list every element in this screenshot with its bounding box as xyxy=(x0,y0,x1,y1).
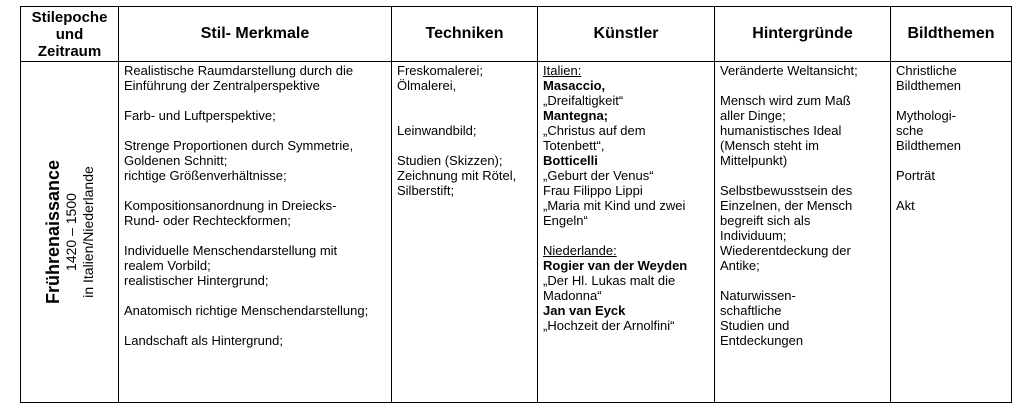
merkmale-line: realem Vorbild; xyxy=(124,258,211,273)
kuenstler-work: „Dreifaltigkeit“ xyxy=(543,93,624,108)
header-stilepoche-line1: Stilepoche xyxy=(31,8,108,26)
hintergruende-line: Selbstbewusstsein des xyxy=(720,183,853,198)
bildthemen-line: sche xyxy=(896,123,924,138)
header-bildthemen: Bildthemen xyxy=(891,7,1012,62)
merkmale-list xyxy=(119,62,391,348)
bildthemen-line: Porträt xyxy=(896,168,936,183)
hintergruende-line: Individuum; xyxy=(720,228,787,243)
table-row xyxy=(21,62,1012,403)
epoch-label xyxy=(43,160,97,304)
header-kuenstler: Künstler xyxy=(538,7,715,62)
kuenstler-name: Rogier van der Weyden xyxy=(543,258,688,273)
merkmale-line: Kompositionsanordnung in Dreiecks- xyxy=(124,198,337,213)
epoch-cell xyxy=(21,62,119,403)
header-stilepoche xyxy=(21,7,119,62)
header-stilepoche-line2: und xyxy=(55,25,84,43)
techniken-line: Ölmalerei, xyxy=(397,78,457,93)
bildthemen-line: Akt xyxy=(896,198,915,213)
kuenstler-name: Botticelli xyxy=(543,153,598,168)
techniken-line: Silberstift; xyxy=(397,183,455,198)
kuenstler-work: „Geburt der Venus“ xyxy=(543,168,654,183)
bildthemen-cell xyxy=(891,62,1012,403)
kuenstler-work: Madonna“ xyxy=(543,288,602,303)
bildthemen-line: Bildthemen xyxy=(896,138,962,153)
hintergruende-line: Mittelpunkt) xyxy=(720,153,788,168)
merkmale-line: Landschaft als Hintergrund; xyxy=(124,333,283,348)
kuenstler-region-netherlands: Niederlande: xyxy=(543,243,617,258)
bildthemen-line: Bildthemen xyxy=(896,78,962,93)
kuenstler-name: Jan van Eyck xyxy=(543,303,626,318)
techniken-line: Leinwandbild; xyxy=(397,123,477,138)
techniken-cell xyxy=(392,62,538,403)
merkmale-line: Strenge Proportionen durch Symmetrie, xyxy=(124,138,354,153)
merkmale-line: Rund- oder Rechteckformen; xyxy=(124,213,291,228)
merkmale-cell xyxy=(119,62,392,403)
hintergruende-line: Wiederentdeckung der xyxy=(720,243,851,258)
bildthemen-list xyxy=(891,62,1011,213)
hintergruende-line: Entdeckungen xyxy=(720,333,804,348)
kuenstler-cell xyxy=(538,62,715,403)
header-hintergruende: Hintergründe xyxy=(715,7,891,62)
kuenstler-work: „Christus auf dem xyxy=(543,123,646,138)
art-history-table xyxy=(20,6,1012,403)
kuenstler-list xyxy=(538,62,714,333)
epoch-name: Frührenaissance xyxy=(42,159,63,305)
epoch-region: in Italien/Niederlande xyxy=(79,166,96,298)
merkmale-line: Goldenen Schnitt; xyxy=(124,153,228,168)
techniken-line: Freskomalerei; xyxy=(397,63,483,78)
hintergruende-line: Mensch wird zum Maß xyxy=(720,93,851,108)
hintergruende-cell xyxy=(715,62,891,403)
kuenstler-name: Mantegna; xyxy=(543,108,608,123)
header-stilepoche-line3: Zeitraum xyxy=(37,42,102,60)
header-row xyxy=(21,7,1012,62)
hintergruende-line: schaftliche xyxy=(720,303,782,318)
kuenstler-work: Engeln“ xyxy=(543,213,588,228)
kuenstler-work: „Maria mit Kind und zwei xyxy=(543,198,686,213)
hintergruende-line: Einzelnen, der Mensch xyxy=(720,198,853,213)
hintergruende-line: Antike; xyxy=(720,258,760,273)
kuenstler-region-italy: Italien: xyxy=(543,63,582,78)
merkmale-line: Individuelle Menschendarstellung mit xyxy=(124,243,338,258)
hintergruende-line: Veränderte Weltansicht; xyxy=(720,63,858,78)
art-history-table-wrapper xyxy=(20,6,1011,403)
merkmale-line: Farb- und Luftperspektive; xyxy=(124,108,276,123)
hintergruende-list xyxy=(715,62,890,348)
hintergruende-line: Studien und xyxy=(720,318,790,333)
hintergruende-line: aller Dinge; xyxy=(720,108,786,123)
hintergruende-line: (Mensch steht im xyxy=(720,138,819,153)
hintergruende-line: humanistisches Ideal xyxy=(720,123,842,138)
kuenstler-name: Frau Filippo Lippi xyxy=(543,183,643,198)
techniken-line: Zeichnung mit Rötel, xyxy=(397,168,517,183)
bildthemen-line: Christliche xyxy=(896,63,957,78)
kuenstler-work: Totenbett“, xyxy=(543,138,605,153)
bildthemen-line: Mythologi- xyxy=(896,108,956,123)
merkmale-line: Anatomisch richtige Menschendarstellung; xyxy=(124,303,369,318)
merkmale-line: Einführung der Zentralperspektive xyxy=(124,78,320,93)
kuenstler-name: Masaccio, xyxy=(543,78,606,93)
merkmale-line: Realistische Raumdarstellung durch die xyxy=(124,63,354,78)
merkmale-line: realistischer Hintergrund; xyxy=(124,273,269,288)
header-stil-merkmale: Stil- Merkmale xyxy=(119,7,392,62)
hintergruende-line: begreift sich als xyxy=(720,213,811,228)
merkmale-line: richtige Größenverhältnisse; xyxy=(124,168,287,183)
kuenstler-work: „Hochzeit der Arnolfini“ xyxy=(543,318,675,333)
epoch-period: 1420 – 1500 xyxy=(62,193,79,271)
kuenstler-work: „Der Hl. Lukas malt die xyxy=(543,273,676,288)
techniken-list xyxy=(392,62,537,198)
techniken-line: Studien (Skizzen); xyxy=(397,153,503,168)
header-techniken: Techniken xyxy=(392,7,538,62)
hintergruende-line: Naturwissen- xyxy=(720,288,796,303)
